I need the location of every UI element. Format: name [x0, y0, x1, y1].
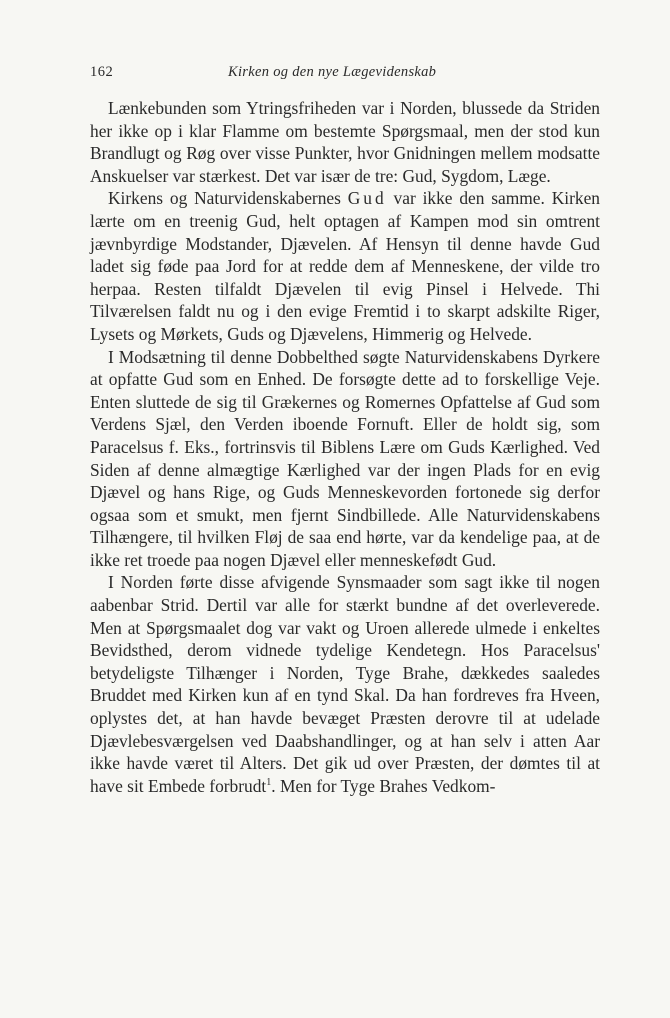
paragraph-text-start: Kirkens og Naturvidenskabernes	[108, 188, 348, 209]
running-title: Kirken og den nye Lægevidenskab	[228, 64, 437, 80]
footnote-reference: 1	[266, 777, 272, 789]
page-number: 162	[90, 64, 114, 80]
paragraph-2	[90, 187, 600, 345]
body-text	[90, 97, 600, 797]
paragraph-3	[90, 346, 600, 572]
paragraph-text-end: var ikke den samme. Kirken lærte om en treenig Gud, helt optagen af Kampen mod sin omtrent jævnbyrdige Modstander, Djævelen. Af Hensyn til denne havde Gud ladet sig føde paa Jord for at redde dem af Menneskene, der vilde tro herpaa. Resten tilfaldt Djævelen til evig Pinsel i Helvede. Thi Tilværelsen faldt nu og i den evige Fremtid i to skarpt adskilte Riger, Lysets og Mørkets, Guds og Djævelens, Himmerig og Helvede.	[90, 188, 600, 344]
paragraph-text-end: . Men for Tyge Brahes Vedkom-	[271, 775, 496, 796]
emphasized-word: Gud	[347, 188, 387, 209]
paragraph-text: I Modsætning til denne Dobbelthed søgte Naturvidenskabens Dyrkere at opfatte Gud som en Enhed. De forsøgte dette ad to forskellige Veje. Enten sluttede de sig til Grækernes og Romernes Opfattelse af Gud som Verdens Sjæl, den Verden iboende Fornuft. Eller de holdt sig, som Paracelsus f. Eks., fortrinsvis til Biblens Lære om Guds Kærlighed. Ved Siden af denne almægtige Kærlighed var der ingen Plads for en evig Djævel og hans Rige, og Guds Menneskevorden fortonede sig derfor ogsaa som et smukt, men fjernt Sindbillede. Alle Naturvidenskabens Tilhængere, til hvilken Fløj de saa end hørte, var da kendelige paa, at de ikke ret troede paa nogen Djævel eller menneskefødt Gud.	[90, 346, 600, 570]
paragraph-text-start: I Norden førte disse afvigende Synsmaader som sagt ikke til nogen aabenbar Strid. Dertil var alle for stærkt bundne af det overleverede. Men at Spørgsmaalet dog var vakt og Uroen allerede ulmede i enkeltes Bevidsthed, derom vidnede tydelige Kendetegn. Hos Paracelsus' betydeligste Tilhænger i Norden, Tyge Brahe, dækkedes saaledes Bruddet med Kirken kun af en tynd Skal. Da han fordreves fra Hveen, oplystes det, at han havde bevæget Præsten derovre til at udelade Djævlebesværgelsen ved Daabshandlinger, og at han selv i atten Aar ikke havde været til Alters. Det gik ud over Præsten, der dømtes til at have sit Embede forbrudt	[90, 572, 600, 796]
running-head	[90, 64, 600, 86]
paragraph-1	[90, 97, 600, 187]
paragraph-4	[90, 571, 600, 797]
paragraph-text: Lænkebunden som Ytringsfriheden var i Norden, blussede da Striden her ikke op i klar Flamme om bestemte Spørgsmaal, men der stod kun Brandlugt og Røg over visse Punkter, hvor Gnidningen mellem modsatte Anskuelser var stærkest. Det var især de tre: Gud, Sygdom, Læge.	[90, 98, 600, 186]
